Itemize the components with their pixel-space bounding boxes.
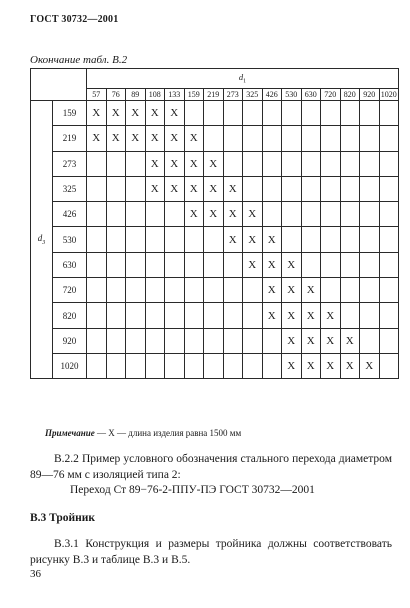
marked-cell: X (106, 101, 126, 126)
empty-cell (360, 176, 380, 201)
marked-cell: X (126, 101, 146, 126)
empty-cell (379, 303, 399, 328)
empty-cell (126, 278, 146, 303)
empty-cell (282, 202, 302, 227)
empty-cell (360, 126, 380, 151)
page-number: 36 (30, 568, 41, 580)
marked-cell: X (262, 303, 282, 328)
empty-cell (106, 227, 126, 252)
empty-cell (360, 328, 380, 353)
designation-example: Переход Ст 89−76-2-ППУ-ПЭ ГОСТ 30732—2001 (70, 484, 315, 496)
empty-cell (360, 101, 380, 126)
column-header: 133 (165, 89, 185, 101)
empty-cell (184, 252, 204, 277)
empty-cell (87, 278, 107, 303)
empty-cell (204, 126, 224, 151)
empty-cell (340, 227, 360, 252)
empty-cell (301, 126, 321, 151)
empty-cell (301, 252, 321, 277)
marked-cell: X (321, 353, 341, 378)
empty-cell (223, 151, 243, 176)
marked-cell: X (262, 252, 282, 277)
marked-cell: X (145, 101, 165, 126)
table-row (31, 353, 399, 378)
table-row (31, 176, 399, 201)
empty-cell (184, 227, 204, 252)
paragraph-b31: В.3.1 Конструкция и размеры тройника должны соответствовать рисунку В.3 и таблице В.3 и В.5. (30, 538, 392, 566)
empty-cell (204, 303, 224, 328)
marked-cell: X (204, 151, 224, 176)
empty-cell (379, 126, 399, 151)
marked-cell: X (165, 151, 185, 176)
marked-cell: X (223, 176, 243, 201)
column-header: 273 (223, 89, 243, 101)
marked-cell: X (87, 126, 107, 151)
empty-cell (204, 101, 224, 126)
empty-cell (262, 328, 282, 353)
empty-cell (262, 151, 282, 176)
table-row (31, 202, 399, 227)
column-header: 630 (301, 89, 321, 101)
empty-cell (340, 278, 360, 303)
table-row (31, 252, 399, 277)
empty-cell (165, 202, 185, 227)
empty-cell (301, 151, 321, 176)
column-header: 820 (340, 89, 360, 101)
marked-cell: X (223, 227, 243, 252)
empty-cell (301, 101, 321, 126)
empty-cell (379, 227, 399, 252)
marked-cell: X (184, 176, 204, 201)
empty-cell (340, 101, 360, 126)
table-note (45, 428, 241, 438)
compatibility-table (30, 68, 399, 379)
d1-subscript: 1 (243, 78, 247, 85)
empty-cell (223, 328, 243, 353)
column-header: 920 (360, 89, 380, 101)
empty-cell (223, 101, 243, 126)
empty-cell (204, 353, 224, 378)
empty-cell (204, 278, 224, 303)
empty-cell (282, 176, 302, 201)
empty-cell (360, 303, 380, 328)
marked-cell: X (106, 126, 126, 151)
marked-cell: X (145, 176, 165, 201)
empty-cell (165, 353, 185, 378)
marked-cell: X (165, 101, 185, 126)
column-header: 108 (145, 89, 165, 101)
empty-cell (340, 202, 360, 227)
empty-cell (379, 101, 399, 126)
empty-cell (145, 227, 165, 252)
table-row (31, 126, 399, 151)
empty-cell (106, 151, 126, 176)
row-label: 273 (53, 151, 87, 176)
table-header-row (31, 69, 399, 89)
column-headers-row (31, 89, 399, 101)
empty-cell (87, 176, 107, 201)
empty-cell (184, 278, 204, 303)
d1-label: d (238, 72, 244, 83)
empty-cell (106, 328, 126, 353)
row-label: 1020 (53, 353, 87, 378)
marked-cell: X (282, 278, 302, 303)
table-body (31, 101, 399, 379)
marked-cell: X (223, 202, 243, 227)
marked-cell: X (126, 126, 146, 151)
table-row (31, 328, 399, 353)
empty-cell (340, 252, 360, 277)
empty-cell (223, 353, 243, 378)
column-header: 426 (262, 89, 282, 101)
column-header: 76 (106, 89, 126, 101)
empty-cell (106, 303, 126, 328)
empty-cell (321, 126, 341, 151)
empty-cell (379, 252, 399, 277)
empty-cell (282, 126, 302, 151)
empty-cell (106, 353, 126, 378)
marked-cell: X (282, 328, 302, 353)
marked-cell: X (321, 303, 341, 328)
empty-cell (126, 151, 146, 176)
empty-cell (262, 353, 282, 378)
table-corner (31, 69, 87, 89)
marked-cell: X (301, 328, 321, 353)
empty-cell (243, 328, 263, 353)
marked-cell: X (262, 227, 282, 252)
marked-cell: X (301, 278, 321, 303)
empty-cell (87, 151, 107, 176)
marked-cell: X (301, 353, 321, 378)
empty-cell (321, 278, 341, 303)
empty-cell (106, 252, 126, 277)
empty-cell (262, 202, 282, 227)
marked-cell: X (243, 252, 263, 277)
empty-cell (223, 252, 243, 277)
empty-cell (360, 278, 380, 303)
empty-cell (301, 227, 321, 252)
empty-cell (126, 227, 146, 252)
empty-cell (243, 176, 263, 201)
empty-cell (340, 151, 360, 176)
empty-cell (379, 353, 399, 378)
empty-cell (87, 227, 107, 252)
note-label: Примечание (45, 428, 95, 438)
empty-cell (282, 227, 302, 252)
row-label: 920 (53, 328, 87, 353)
empty-cell (243, 151, 263, 176)
row-label: 325 (53, 176, 87, 201)
marked-cell: X (184, 126, 204, 151)
empty-cell (223, 303, 243, 328)
empty-cell (165, 328, 185, 353)
empty-cell (184, 303, 204, 328)
column-header: 219 (204, 89, 224, 101)
empty-cell (243, 126, 263, 151)
empty-cell (165, 278, 185, 303)
empty-cell (126, 303, 146, 328)
column-header: 89 (126, 89, 146, 101)
column-header: 720 (321, 89, 341, 101)
empty-cell (145, 202, 165, 227)
paragraph-b22: В.2.2 Пример условного обозначения стального перехода диаметром 89—76 мм с изоляцией типа 2: (30, 453, 392, 481)
empty-cell (87, 328, 107, 353)
table-caption: Окончание табл. В.2 (30, 54, 128, 66)
row-label: 159 (53, 101, 87, 126)
empty-cell (321, 101, 341, 126)
empty-cell (243, 278, 263, 303)
empty-cell (204, 252, 224, 277)
empty-cell (262, 126, 282, 151)
marked-cell: X (301, 303, 321, 328)
marked-cell: X (262, 278, 282, 303)
section-title: В.3 Тройник (30, 512, 96, 524)
marked-cell: X (282, 303, 302, 328)
empty-cell (321, 252, 341, 277)
marked-cell: X (243, 202, 263, 227)
marked-cell: X (184, 202, 204, 227)
marked-cell: X (340, 353, 360, 378)
empty-cell (379, 278, 399, 303)
marked-cell: X (321, 328, 341, 353)
empty-cell (379, 202, 399, 227)
empty-cell (126, 353, 146, 378)
empty-cell (204, 328, 224, 353)
empty-cell (340, 126, 360, 151)
empty-cell (321, 227, 341, 252)
empty-cell (282, 101, 302, 126)
empty-cell (87, 252, 107, 277)
empty-cell (223, 126, 243, 151)
marked-cell: X (282, 353, 302, 378)
document-header: ГОСТ 30732—2001 (30, 14, 119, 25)
empty-cell (204, 227, 224, 252)
empty-cell (165, 252, 185, 277)
row-label: 530 (53, 227, 87, 252)
table-row (31, 227, 399, 252)
empty-cell (360, 227, 380, 252)
empty-cell (301, 202, 321, 227)
marked-cell: X (243, 227, 263, 252)
empty-cell (282, 151, 302, 176)
column-header: 325 (243, 89, 263, 101)
marked-cell: X (165, 176, 185, 201)
table-row (31, 303, 399, 328)
empty-cell (145, 252, 165, 277)
empty-cell (340, 176, 360, 201)
empty-cell (106, 278, 126, 303)
empty-cell (184, 353, 204, 378)
column-header: 1020 (380, 90, 397, 99)
marked-cell: X (145, 151, 165, 176)
empty-cell (223, 278, 243, 303)
empty-cell (126, 176, 146, 201)
row-label: 720 (53, 278, 87, 303)
marked-cell: X (282, 252, 302, 277)
empty-cell (379, 328, 399, 353)
empty-cell (165, 227, 185, 252)
empty-cell (145, 328, 165, 353)
empty-cell (145, 353, 165, 378)
empty-cell (360, 252, 380, 277)
empty-cell (126, 202, 146, 227)
marked-cell: X (184, 151, 204, 176)
empty-cell (106, 176, 126, 201)
marked-cell: X (204, 202, 224, 227)
empty-cell (165, 303, 185, 328)
empty-cell (184, 101, 204, 126)
empty-cell (87, 202, 107, 227)
empty-cell (360, 151, 380, 176)
table-corner-lower (31, 89, 87, 101)
empty-cell (106, 202, 126, 227)
row-label: 426 (53, 202, 87, 227)
column-header: 159 (184, 89, 204, 101)
marked-cell: X (145, 126, 165, 151)
empty-cell (243, 101, 263, 126)
marked-cell: X (165, 126, 185, 151)
empty-cell (262, 176, 282, 201)
marked-cell: X (340, 328, 360, 353)
empty-cell (87, 353, 107, 378)
table-row (31, 278, 399, 303)
empty-cell (379, 151, 399, 176)
empty-cell (145, 303, 165, 328)
empty-cell (126, 252, 146, 277)
row-label: 219 (53, 126, 87, 151)
empty-cell (301, 176, 321, 201)
empty-cell (145, 278, 165, 303)
marked-cell: X (87, 101, 107, 126)
d3-label: d (37, 233, 43, 244)
empty-cell (87, 303, 107, 328)
note-text: — Х — длина изделия равна 1500 мм (94, 428, 242, 438)
empty-cell (243, 353, 263, 378)
row-label: 820 (53, 303, 87, 328)
column-header: 530 (282, 89, 302, 101)
empty-cell (243, 303, 263, 328)
d3-label-cell (31, 101, 53, 379)
column-header: 57 (87, 89, 107, 101)
d1-header (87, 69, 399, 89)
d3-subscript: 3 (42, 240, 46, 247)
row-label: 630 (53, 252, 87, 277)
empty-cell (379, 176, 399, 201)
marked-cell: X (360, 353, 380, 378)
marked-cell: X (204, 176, 224, 201)
empty-cell (321, 151, 341, 176)
table-row (31, 151, 399, 176)
empty-cell (340, 303, 360, 328)
empty-cell (321, 202, 341, 227)
empty-cell (126, 328, 146, 353)
empty-cell (360, 202, 380, 227)
empty-cell (184, 328, 204, 353)
empty-cell (262, 101, 282, 126)
empty-cell (321, 176, 341, 201)
table-row (31, 101, 399, 126)
